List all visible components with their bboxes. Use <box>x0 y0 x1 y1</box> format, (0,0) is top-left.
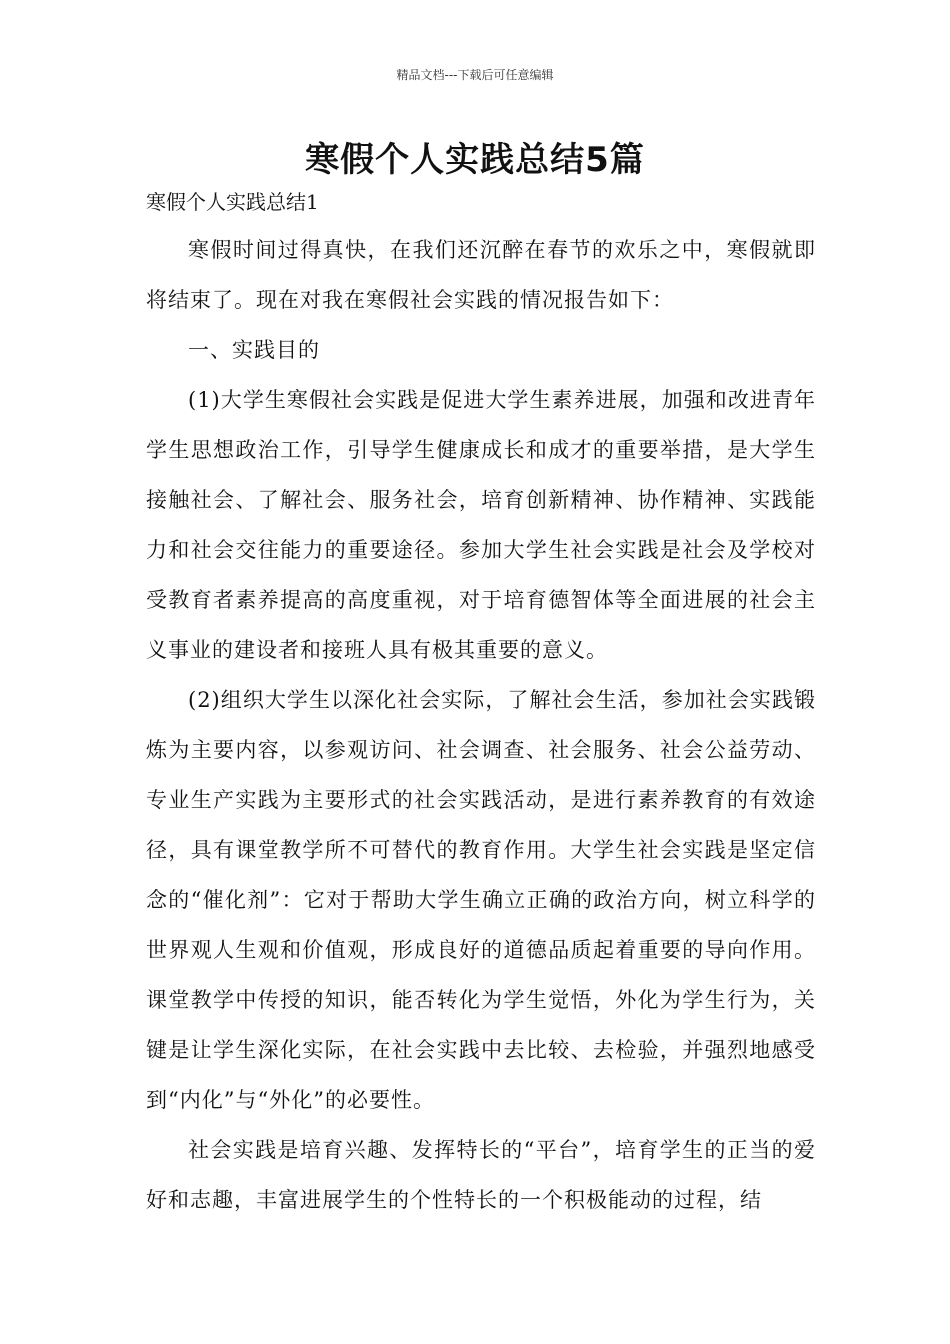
paragraph-point-2: (2)组织大学生以深化社会实际，了解社会生活，参加社会实践锻炼为主要内容，以参观访问、社会调查、社会服务、社会公益劳动、专业生产实践为主要形式的社会实践活动，是进行素养教育的有效途径，具有课堂教学所不可替代的教育作用。大学生社会实践是坚定信念的“催化剂”：它对于帮助大学生确立正确的政治方向，树立科学的世界观人生观和价值观，形成良好的道德品质起着重要的导向作用。课堂教学中传授的知识，能否转化为学生觉悟，外化为学生行为，关键是让学生深化实际，在社会实践中去比较、去检验，并强烈地感受到“内化”与“外化”的必要性。 <box>146 688 816 1112</box>
section-heading: 寒假个人实践总结1 <box>146 190 319 214</box>
paragraph-point-1: (1)大学生寒假社会实践是促进大学生素养进展，加强和改进青年学生思想政治工作，引导学生健康成长和成才的重要举措，是大学生接触社会、了解社会、服务社会，培育创新精神、协作精神、实践能力和社会交往能力的重要途径。参加大学生社会实践是社会及学校对受教育者素养提高的高度重视，对于培育德智体等全面进展的社会主义事业的建设者和接班人具有极其重要的意义。 <box>146 388 816 662</box>
document-body <box>146 225 816 1225</box>
paragraph-platform: 社会实践是培育兴趣、发挥特长的“平台”，培育学生的正当的爱好和志趣，丰富进展学生的个性特长的一个积极能动的过程，结 <box>146 1138 816 1212</box>
paragraph-intro: 寒假时间过得真快，在我们还沉醉在春节的欢乐之中，寒假就即将结束了。现在对我在寒假社会实践的情况报告如下： <box>146 238 816 312</box>
document-title: 寒假个人实践总结5篇 <box>305 140 645 180</box>
page-header-note: 精品文档---下载后可任意编辑 <box>396 68 554 82</box>
paragraph-heading-purpose: 一、实践目的 <box>188 338 320 362</box>
